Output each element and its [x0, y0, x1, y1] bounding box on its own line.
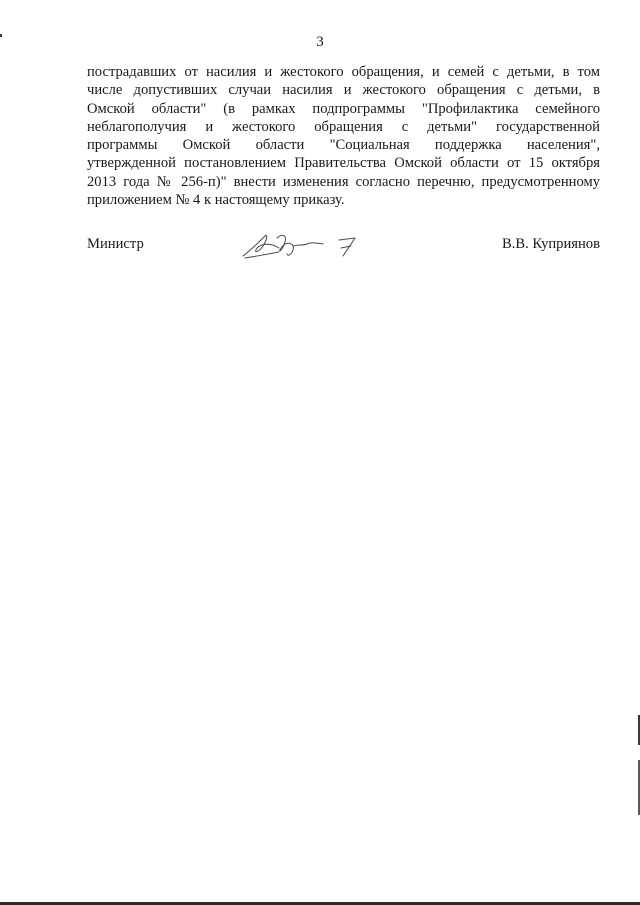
signature-block: [87, 224, 600, 264]
body-line: неблагополучия и жестокого обращения с детьми" государственной: [87, 118, 600, 135]
page-number: 3: [316, 34, 324, 50]
body-line: Омской области" (в рамках подпрограммы "Профилактика семейного: [87, 100, 600, 117]
body-line: числе допустивших случаи насилия и жестокого обращения с детьми, в: [87, 82, 600, 99]
signer-name: В.В. Куприянов: [502, 236, 600, 252]
body-line: утвержденной постановлением Правительства Омской области от 15 октября: [87, 155, 600, 172]
body-line: 2013 года № 256-п)" внести изменения согласно перечню, предусмотренному: [87, 173, 600, 190]
body-line: программы Омской области "Социальная поддержка населения",: [87, 137, 600, 154]
body-line: пострадавших от насилия и жестокого обращения, и семей с детьми, в том: [87, 64, 600, 80]
body-line: приложением № 4 к настоящему приказу.: [87, 192, 345, 209]
signer-position: Министр: [87, 236, 144, 252]
handwritten-signature: [237, 224, 367, 264]
body-paragraph: [87, 63, 600, 209]
